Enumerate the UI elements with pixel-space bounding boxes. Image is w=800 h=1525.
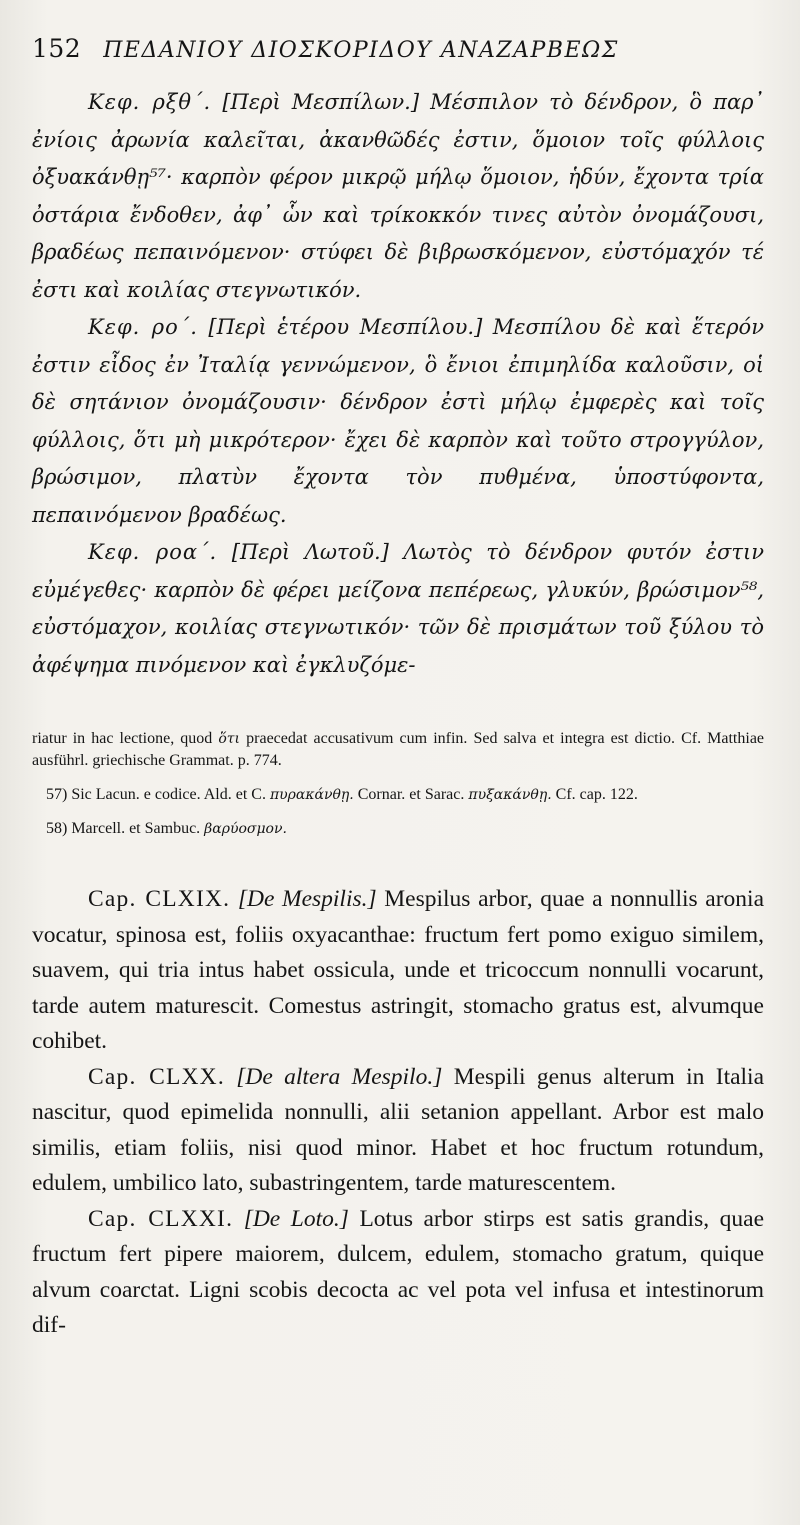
page-header [32, 34, 764, 78]
running-head: ΠΕΔΑΝΙΟΥ ΔΙΟΣΚΟΡΙΔΟΥ ΑΝΑΖΑΡΒΕΩΣ [103, 38, 619, 63]
note-text: 58) Marcell. et Sambuc. [46, 820, 201, 837]
note-text: 57) Sic Lacun. e codice. Ald. et C. [46, 786, 266, 803]
greek-chapter-170 [32, 309, 764, 534]
note-greek: βαρύοσμον. [204, 821, 287, 837]
note-greek: πυξακάνθῃ. [468, 787, 552, 803]
note-text: praecedat accusativum cum infin. Sed salva et integra est dictio. Cf. Matthiae ausführl. griechische Grammat. p. 774. [32, 730, 765, 769]
chapter-label: Κεφ. ροα΄. [88, 540, 218, 564]
footnote-58 [32, 818, 764, 840]
footnote-57 [32, 784, 764, 806]
footnotes [32, 728, 764, 840]
note-text: riatur in hac lectione, quod [32, 730, 213, 747]
greek-text-block [32, 84, 764, 684]
greek-chapter-171 [32, 534, 764, 684]
chapter-title: [Περὶ ἑτέρου Μεσπίλου.] [208, 315, 483, 339]
greek-chapter-169 [32, 84, 764, 309]
chapter-text: Mespilus arbor, quae a nonnullis aronia vocatur, spinosa est, foliis oxyacanthae: fructum fert pomo exiguo similem, suavem, qui tria intus habet ossicula, unde et tricoccum nonnulli vocarunt, tarde autem maturescit. Comestus astringit, stomacho gratus est, alvumque cohibet. [32, 886, 765, 1054]
page-number: 152 [32, 34, 82, 63]
note-greek: ὅτι [218, 731, 241, 747]
note-greek: πυρακάνθῃ. [269, 787, 354, 803]
chapter-label: Cap. CLXXI. [88, 1205, 234, 1232]
chapter-text: Lotus arbor stirps est satis grandis, quae fructum fert pipere maiorem, dulcem, edulem, stomacho gratum, quique alvum coarctat. Ligni scobis decocta ac vel pota vel infusa et intestinorum dif- [32, 1205, 764, 1338]
chapter-title: [De altera Mespilo.] [236, 1063, 443, 1090]
latin-text-block [32, 882, 764, 1344]
chapter-title: [Περὶ Λωτοῦ.] [231, 540, 389, 564]
chapter-title: [Περὶ Μεσπίλων.] [222, 90, 420, 114]
chapter-label: Κεφ. ρο΄. [88, 315, 198, 339]
chapter-text: Λωτὸς τὸ δένδρον φυτόν ἐστιν εὐμέγεθες· καρπὸν δὲ φέρει μείζονα πεπέρεως, γλυκύν, βρώσιμον⁵⁸, εὐστόμαχον, κοιλίας στεγνωτικόν· τῶν δὲ πρισμάτων τοῦ ξύλου τὸ ἀφέψημα πινόμενον καὶ ἐγκλυζόμε- [32, 540, 764, 677]
chapter-title: [De Loto.] [243, 1205, 349, 1232]
latin-chapter-171 [32, 1202, 764, 1344]
chapter-title: [De Mespilis.] [237, 886, 377, 912]
latin-chapter-170 [32, 1060, 764, 1202]
chapter-text: Mespili genus alterum in Italia nascitur, quod epimelida nonnulli, alii setanion appellant. Arbor est malo similis, etiam foliis, nisi quod minor. Habet et hoc fructum rotundum, edulem, umbilico lato, subastringentem, tarde maturescentem. [32, 1063, 765, 1196]
latin-chapter-169 [32, 882, 764, 1060]
footnote-continuation [32, 728, 764, 772]
note-text: Cf. cap. 122. [555, 786, 638, 803]
note-text: Cornar. et Sarac. [357, 786, 465, 803]
chapter-text: Μέσπιλον τὸ δένδρον, ὃ παρ᾽ ἐνίοις ἀρωνία καλεῖται, ἀκανθῶδές ἐστιν, ὅμοιον τοῖς φύλλοις ὀξυακάνθῃ⁵⁷· καρπὸν φέρον μικρῷ μήλῳ ὅμοιον, ἡδύν, ἔχοντα τρία ὀστάρια ἔνδοθεν, ἀφ᾽ ὧν καὶ τρίκοκκόν τινες αὐτὸν ὀνομάζουσι, βραδέως πεπαινόμενον· στύφει δὲ βιβρωσκόμενον, εὐστόμαχόν τέ ἐστι καὶ κοιλίας στεγνωτικόν. [32, 90, 764, 302]
chapter-label: Κεφ. ρξθ΄. [88, 90, 212, 114]
chapter-label: Cap. CLXX. [88, 1063, 225, 1090]
chapter-text: Μεσπίλου δὲ καὶ ἕτερόν ἐστιν εἶδος ἐν Ἰταλίᾳ γεννώμενον, ὃ ἔνιοι ἐπιμηλίδα καλοῦσιν, οἱ δὲ σητάνιον ὀνομάζουσιν· δένδρον ἐστὶ μήλῳ ἐμφερὲς καὶ τοῖς φύλλοις, ὅτι μὴ μικρότερον· ἔχει δὲ καρπὸν καὶ τοῦτο στρογγύλον, βρώσιμον, πλατὺν ἔχοντα τὸν πυθμένα, ὑποστύφοντα, πεπαινόμενον βραδέως. [32, 315, 764, 527]
chapter-label: Cap. CLXIX. [88, 886, 231, 912]
